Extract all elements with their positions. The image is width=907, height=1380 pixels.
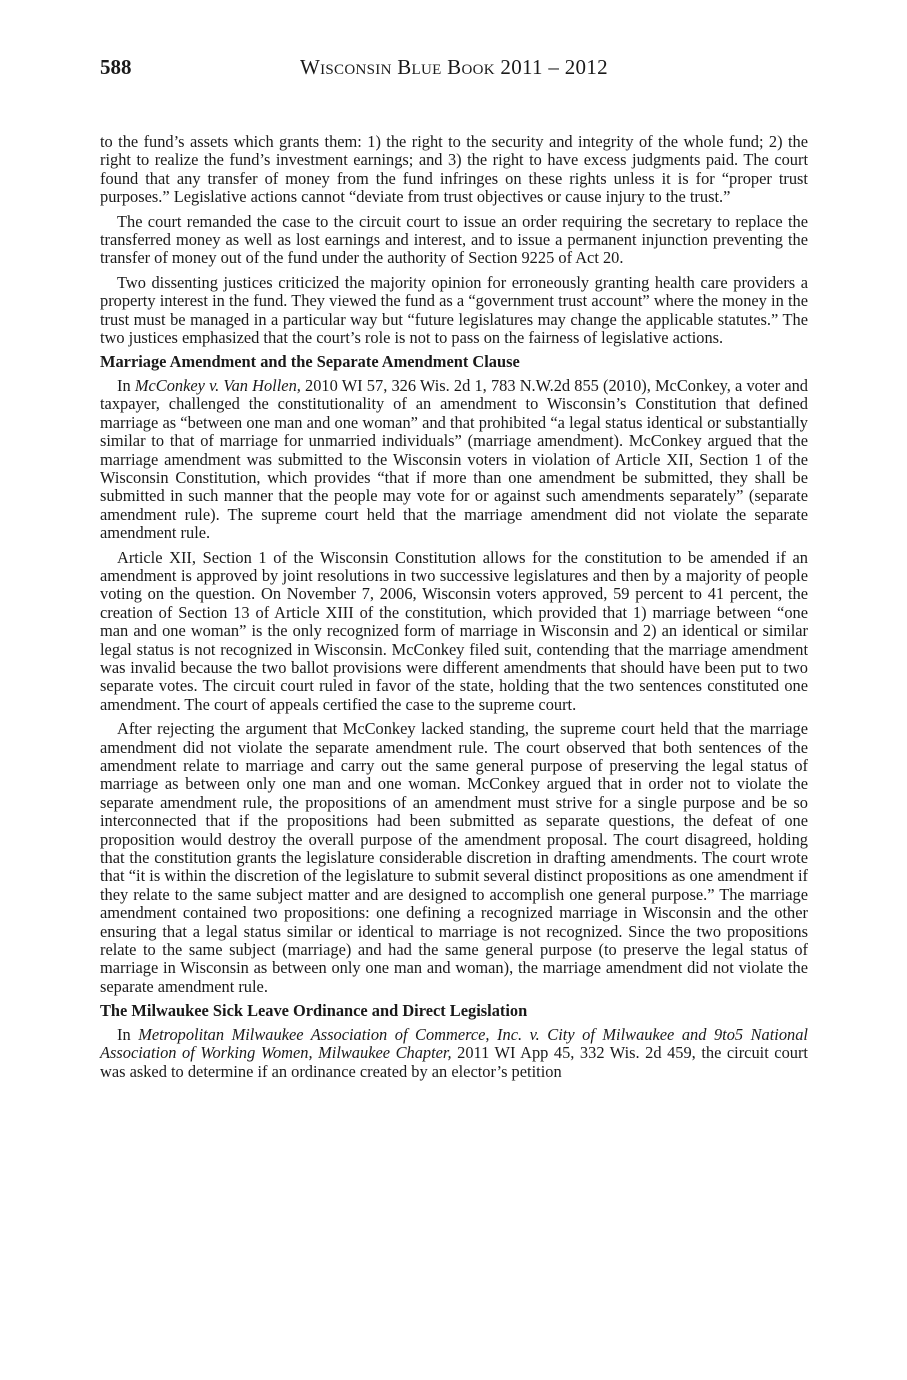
paragraph: After rejecting the argument that McConkey lacked standing, the supreme court held that the marriage amendment did not violate the separate amendment rule. The court observed that both sentences of the amendment relate to marriage and carry out the same general purpose of preserving the legal status of marriage as between only one man and one woman. McConkey argued that in order not to violate the separate amendment rule, the propositions of an amendment must strive for a single purpose and be so interconnected that if the propositions had been submitted as separate questions, the defeat of one proposition would destroy the overall purpose of the amendment proposal. The court disagreed, holding that the constitution grants the legislature considerable discretion in drafting amendments. The court wrote that “it is within the discretion of the legislature to submit several distinct propositions as one amendment if they relate to the same subject matter and are designed to accomplish one general purpose.” The marriage amendment contained two propositions: one defining a recognized marriage in Wisconsin and the other ensuring that a legal status similar or identical to marriage is not recognized. Since the two propositions relate to the same subject (marriage) and had the same general purpose (to preserve the legal status of marriage in Wisconsin as between only one man and woman), the marriage amendment did not violate the separate amendment rule. — [100, 719, 808, 996]
section-heading: Marriage Amendment and the Separate Amendment Clause — [100, 352, 520, 372]
paragraph: to the fund’s assets which grants them: 1) the right to the security and integrity of the whole fund; 2) the right to realize the fund’s investment earnings; and 3) the right to have excess judgments paid. The court found that any transfer of money from the fund infringes on these rights unless it is for “proper trust purposes.” Legislative actions cannot “deviate from trust objectives or cause injury to the trust.” — [100, 132, 808, 207]
running-title: Wisconsin Blue Book 2011 – 2012 — [300, 55, 608, 79]
paragraph-lead: In — [117, 375, 135, 395]
case-citation: McConkey v. Van Hollen, — [134, 375, 301, 395]
paragraph: The court remanded the case to the circuit court to issue an order requiring the secretary to replace the transferred money as well as lost earnings and interest, and to issue a permanent injunction preventing the transfer of money out of the fund under the authority of Section 9225 of Act 20. — [100, 211, 808, 268]
section-heading: The Milwaukee Sick Leave Ordinance and Direct Legislation — [100, 1001, 528, 1021]
page-number: 588 — [100, 55, 132, 79]
paragraph-rest: 2010 WI 57, 326 Wis. 2d 1, 783 N.W.2d 855 (2010), McConkey, a voter and taxpayer, challenged the constitutionality of an amendment to Wisconsin’s Constitution that defined marriage as “between one man and one woman” and that prohibited “a legal status identical or substantially similar to that of marriage for unmarried individuals” (marriage amendment). McConkey argued that the marriage amendment was submitted to the Wisconsin voters in violation of Article XII, Section 1 of the Wisconsin Constitution, which provides “that if more than one amendment be submitted, they shall be submitted in such manner that the people may vote for or against such amendments separately” (separate amendment rule). The supreme court held that the marriage amendment did not violate the separate amendment rule. — [100, 375, 808, 543]
page-header — [100, 55, 817, 85]
paragraph: Two dissenting justices criticized the majority opinion for erroneously granting health care providers a property interest in the fund. They viewed the fund as a “government trust account” where the money in the trust must be managed in a particular way but “future legislatures may change the applicable statutes.” The two justices emphasized that the court’s role is not to pass on the fairness of legislative actions. — [100, 272, 808, 348]
paragraph-rest: 2011 WI App 45, 332 Wis. 2d 459, the circuit court was asked to determine if an ordinance created by an elector’s petition — [100, 1043, 808, 1081]
paragraph-lead: In — [117, 1024, 139, 1044]
paragraph: Article XII, Section 1 of the Wisconsin Constitution allows for the constitution to be amended if an amendment is approved by joint resolutions in two successive legislatures and then by a majority of people voting on the question. On November 7, 2006, Wisconsin voters approved, 59 percent to 41 percent, the creation of Section 13 of Article XIII of the constitution, which provided that 1) marriage between “one man and one woman” is the only recognized form of marriage in Wisconsin and 2) an identical or similar legal status is not recognized in Wisconsin. McConkey filed suit, contending that the marriage amendment was invalid because the two ballot provisions were different amendments that should have been put to two separate votes. The circuit court ruled in favor of the state, holding that the two sentences constituted one amendment. The court of appeals certified the case to the supreme court. — [100, 547, 808, 714]
paragraph — [100, 1026, 808, 1081]
case-citation: Metropolitan Milwaukee Association of Commerce, Inc. v. City of Milwaukee and 9to5 National Association of Working Women, Milwaukee Chapter, — [100, 1024, 808, 1063]
body-text — [100, 133, 808, 1087]
paragraph — [100, 377, 808, 543]
